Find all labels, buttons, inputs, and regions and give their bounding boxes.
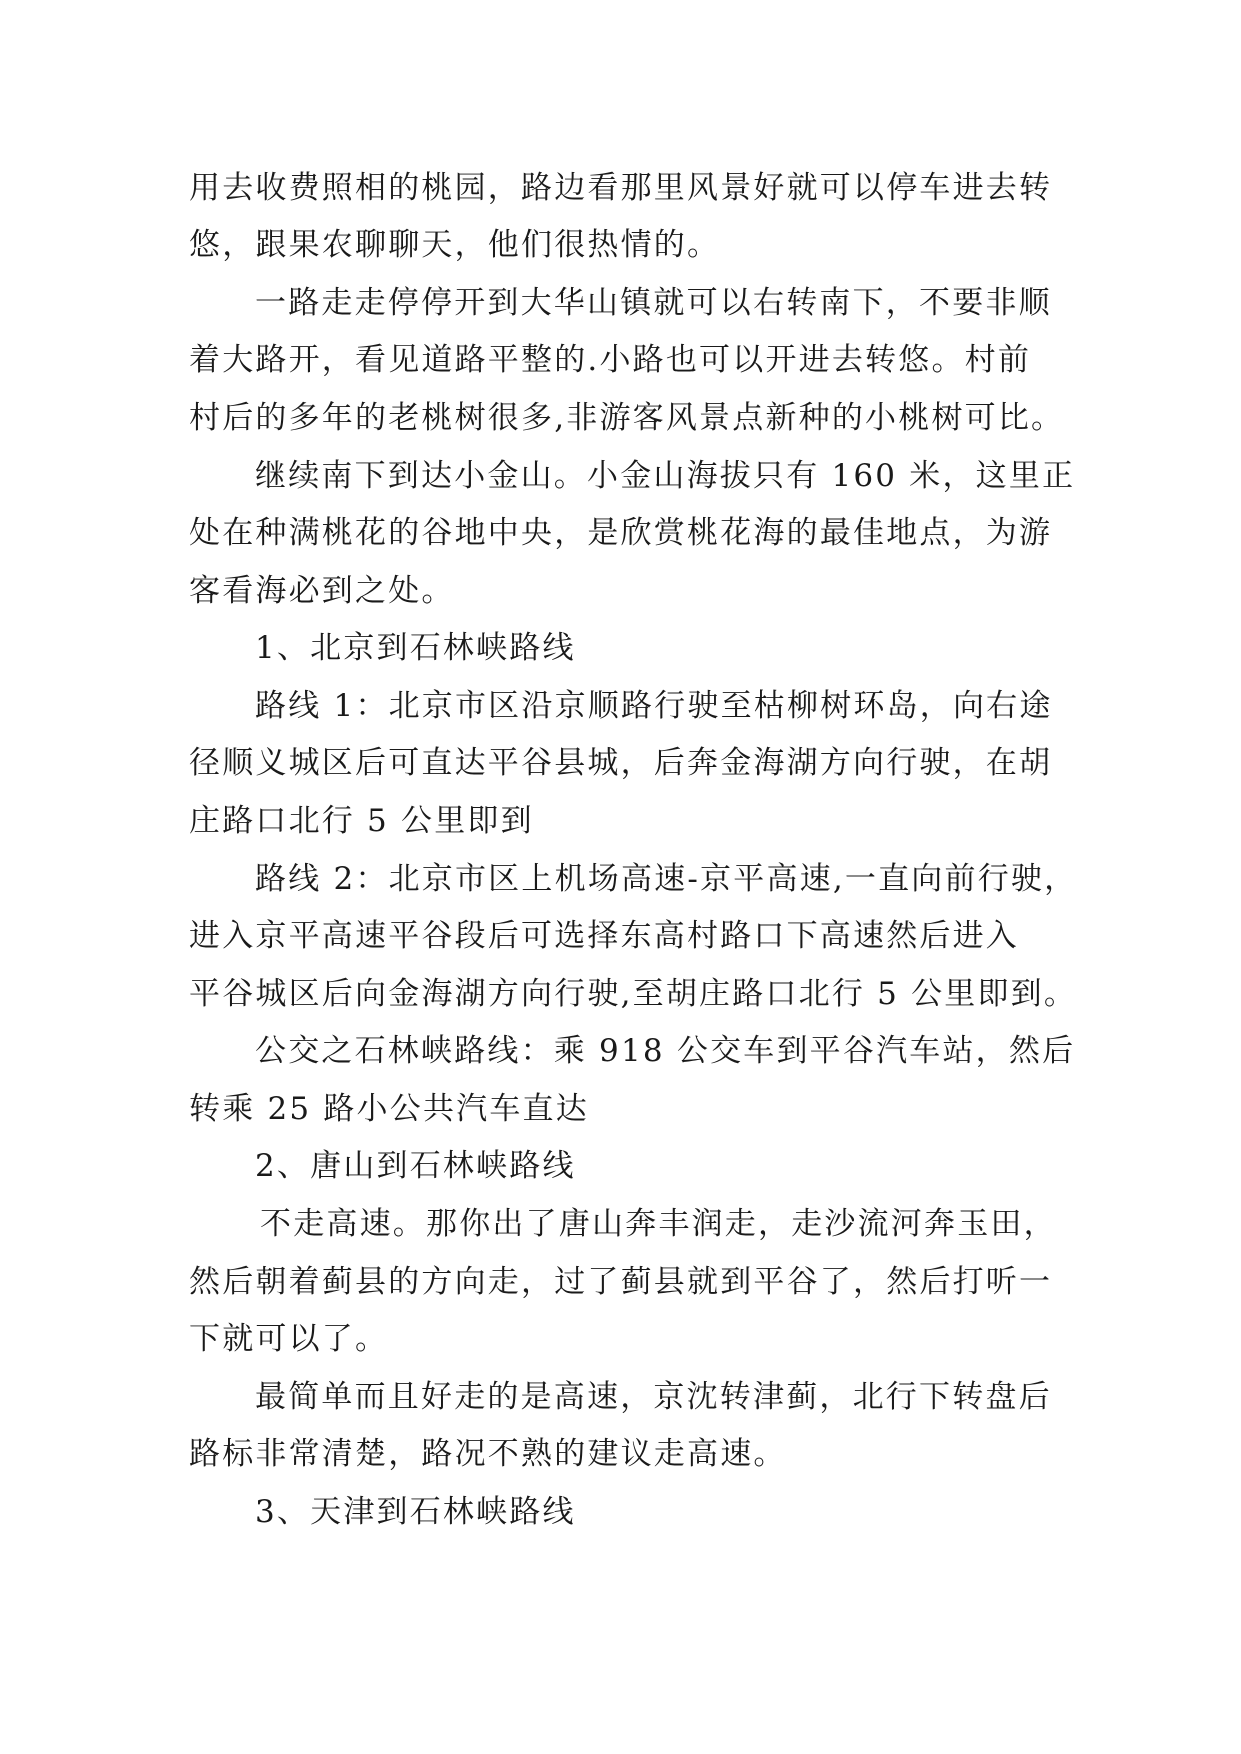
text-line: 路标非常清楚，路况不熟的建议走高速。: [189, 1436, 787, 1472]
text-line: 村后的多年的老桃树很多,非游客风景点新种的小桃树可比。: [189, 400, 1065, 436]
text-line: 继续南下到达小金山。小金山海拔只有 160 米，这里正: [255, 458, 1076, 494]
text-line: 处在种满桃花的谷地中央，是欣赏桃花海的最佳地点，为游: [189, 515, 1053, 551]
text-line: 不走高速。那你出了唐山奔丰润走，走沙流河奔玉田，: [260, 1206, 1057, 1242]
text-line: 用去收费照相的桃园，路边看那里风景好就可以停车进去转: [189, 170, 1053, 206]
section-heading: 1、北京到石林峡路线: [255, 630, 576, 666]
text-line: 进入京平高速平谷段后可选择东高村路口下高速然后进入: [189, 918, 1019, 954]
text-line: 路线 2：北京市区上机场高速-京平高速,一直向前行驶，: [255, 861, 1078, 897]
text-line: 最简单而且好走的是高速，京沈转津蓟，北行下转盘后: [255, 1379, 1052, 1415]
text-line: 径顺义城区后可直达平谷县城，后奔金海湖方向行驶，在胡: [189, 745, 1053, 781]
text-line: 转乘 25 路小公共汽车直达: [189, 1091, 589, 1127]
section-heading: 3、天津到石林峡路线: [255, 1494, 576, 1530]
text-line: 悠，跟果农聊聊天，他们很热情的。: [189, 227, 721, 263]
text-line: 一路走走停停开到大华山镇就可以右转南下，不要非顺: [255, 285, 1052, 321]
text-line: 平谷城区后向金海湖方向行驶,至胡庄路口北行 5 公里即到。: [189, 976, 1078, 1012]
text-line: 着大路开，看见道路平整的.小路也可以开进去转悠。村前: [189, 342, 1032, 378]
text-line: 下就可以了。: [189, 1321, 389, 1357]
text-line: 庄路口北行 5 公里即到: [189, 803, 534, 839]
text-line: 然后朝着蓟县的方向走，过了蓟县就到平谷了，然后打听一: [189, 1264, 1053, 1300]
section-heading: 2、唐山到石林峡路线: [255, 1148, 576, 1184]
text-line: 客看海必到之处。: [189, 573, 455, 609]
text-line: 公交之石林峡路线：乘 918 公交车到平谷汽车站，然后: [255, 1033, 1076, 1069]
text-line: 路线 1：北京市区沿京顺路行驶至枯柳树环岛，向右途: [255, 688, 1053, 724]
